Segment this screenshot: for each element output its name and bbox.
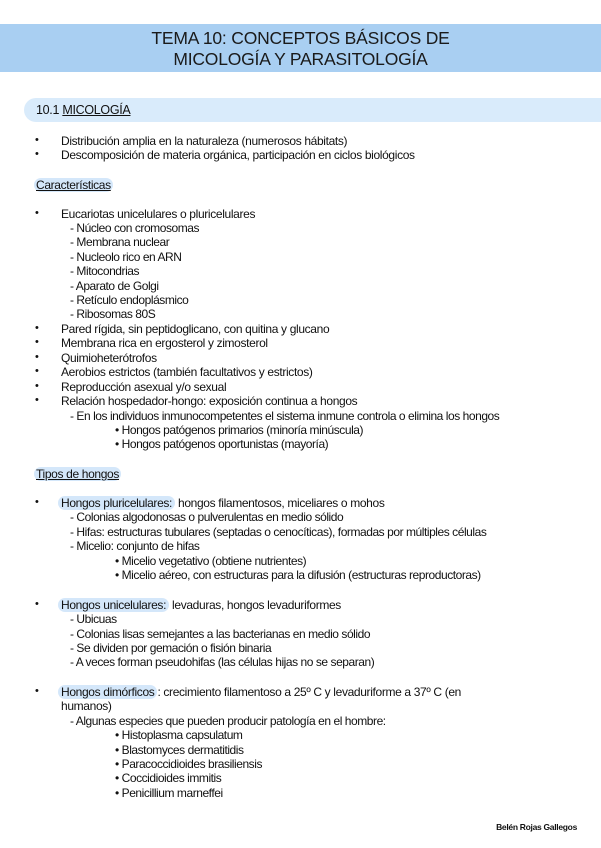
dimorficos-subsub: • Paracoccidioides brasiliensis — [115, 757, 262, 771]
section-name: MICOLOGÍA — [62, 103, 131, 117]
title-band — [0, 24, 601, 72]
caracteristica-item: Reproducción asexual y/o sexual — [61, 380, 227, 394]
relacion-subsub: • Hongos patógenos primarios (minoría minúscula) — [115, 423, 364, 437]
caracteristica-item: Aerobios estrictos (también facultativos y estrictos) — [61, 365, 313, 379]
dimorficos-text: : crecimiento filamentoso a 25º C y levaduriforme a 37º C (en — [157, 685, 461, 699]
bullet-icon: • — [35, 336, 39, 348]
tipos-heading: Tipos de hongos — [36, 467, 120, 481]
bullet-icon: • — [35, 365, 39, 377]
pluricelulares-sub: - Micelio: conjunto de hifas — [70, 539, 200, 553]
eucariotas-sub: - Ribosomas 80S — [70, 307, 156, 321]
dimorficos-subsub: • Penicillium marneffei — [115, 786, 223, 800]
unicelulares-sub: - Ubicuas — [70, 612, 117, 626]
eucariotas-sub: - Nucleolo rico en ARN — [70, 250, 182, 264]
unicelulares-text: levaduras, hongos levaduriformes — [169, 598, 341, 612]
section-title — [36, 103, 130, 117]
eucariotas-sub: - Aparato de Golgi — [70, 279, 159, 293]
section-number: 10.1 — [36, 103, 60, 117]
bullet-icon: • — [35, 394, 39, 406]
bullet-icon: • — [35, 322, 39, 334]
dimorficos-subsub: • Blastomyces dermatitidis — [115, 743, 244, 757]
bullet-icon: • — [35, 207, 39, 219]
unicelulares-item — [58, 598, 341, 612]
pluricelulares-label: Hongos pluricelulares: — [58, 496, 175, 510]
dimorficos-label: Hongos dimórficos — [58, 685, 157, 699]
pluricelulares-sub: - Colonias algodonosas o pulverulentas en medio sólido — [70, 510, 344, 524]
caracteristica-item: Membrana rica en ergosterol y zimosterol — [61, 336, 268, 350]
eucariotas-item: Eucariotas unicelulares o pluricelulares — [61, 207, 256, 221]
caracteristicas-heading: Características — [36, 178, 111, 192]
bullet-icon: • — [35, 496, 39, 508]
pluricelulares-subsub: • Micelio vegetativo (obtiene nutrientes) — [115, 554, 307, 568]
intro-item: Distribución amplia en la naturaleza (numerosos hábitats) — [61, 134, 348, 148]
dimorficos-text-cont: humanos) — [61, 699, 112, 713]
unicelulares-sub: - A veces forman pseudohifas (las células hijas no se separan) — [70, 655, 375, 669]
unicelulares-label: Hongos unicelulares: — [58, 598, 169, 612]
bullet-icon: • — [35, 134, 39, 146]
caracteristica-item: Pared rígida, sin peptidoglicano, con quitina y glucano — [61, 322, 330, 336]
dimorficos-subsub: • Histoplasma capsulatum — [115, 728, 243, 742]
dimorficos-item — [58, 685, 461, 699]
bullet-icon: • — [35, 685, 39, 697]
eucariotas-sub: - Membrana nuclear — [70, 235, 170, 249]
pluricelulares-text: hongos filamentosos, miceliares o mohos — [175, 496, 385, 510]
bullet-icon: • — [35, 148, 39, 160]
dimorficos-sub: - Algunas especies que pueden producir patología en el hombre: — [70, 714, 386, 728]
bullet-icon: • — [35, 351, 39, 363]
bullet-icon: • — [35, 380, 39, 392]
intro-item: Descomposición de materia orgánica, participación en ciclos biológicos — [61, 148, 415, 162]
eucariotas-sub: - Retículo endoplásmico — [70, 293, 189, 307]
page-title-line1: TEMA 10: CONCEPTOS BÁSICOS DE — [151, 28, 450, 48]
pluricelulares-subsub: • Micelio aéreo, con estructuras para la difusión (estructuras reproductoras) — [115, 568, 481, 582]
unicelulares-sub: - Colonias lisas semejantes a las bacterianas en medio sólido — [70, 627, 371, 641]
author-footer: Belén Rojas Gallegos — [496, 822, 577, 832]
eucariotas-sub: - Núcleo con cromosomas — [70, 221, 200, 235]
relacion-subsub: • Hongos patógenos oportunistas (mayoría) — [115, 437, 329, 451]
dimorficos-subsub: • Coccidioides immitis — [115, 771, 222, 785]
caracteristica-item: Quimioheterótrofos — [61, 351, 157, 365]
caracteristica-item: Relación hospedador-hongo: exposición continua a hongos — [61, 394, 358, 408]
unicelulares-sub: - Se dividen por gemación o fisión binaria — [70, 641, 272, 655]
relacion-sub: - En los individuos inmunocompetentes el sistema inmune controla o elimina los hongos — [70, 409, 500, 423]
eucariotas-sub: - Mitocondrias — [70, 264, 140, 278]
pluricelulares-sub: - Hifas: estructuras tubulares (septadas o cenocíticas), formadas por múltiples células — [70, 525, 487, 539]
page-title-line2: MICOLOGÍA Y PARASITOLOGÍA — [173, 49, 428, 69]
bullet-icon: • — [35, 598, 39, 610]
pluricelulares-item — [58, 496, 384, 510]
